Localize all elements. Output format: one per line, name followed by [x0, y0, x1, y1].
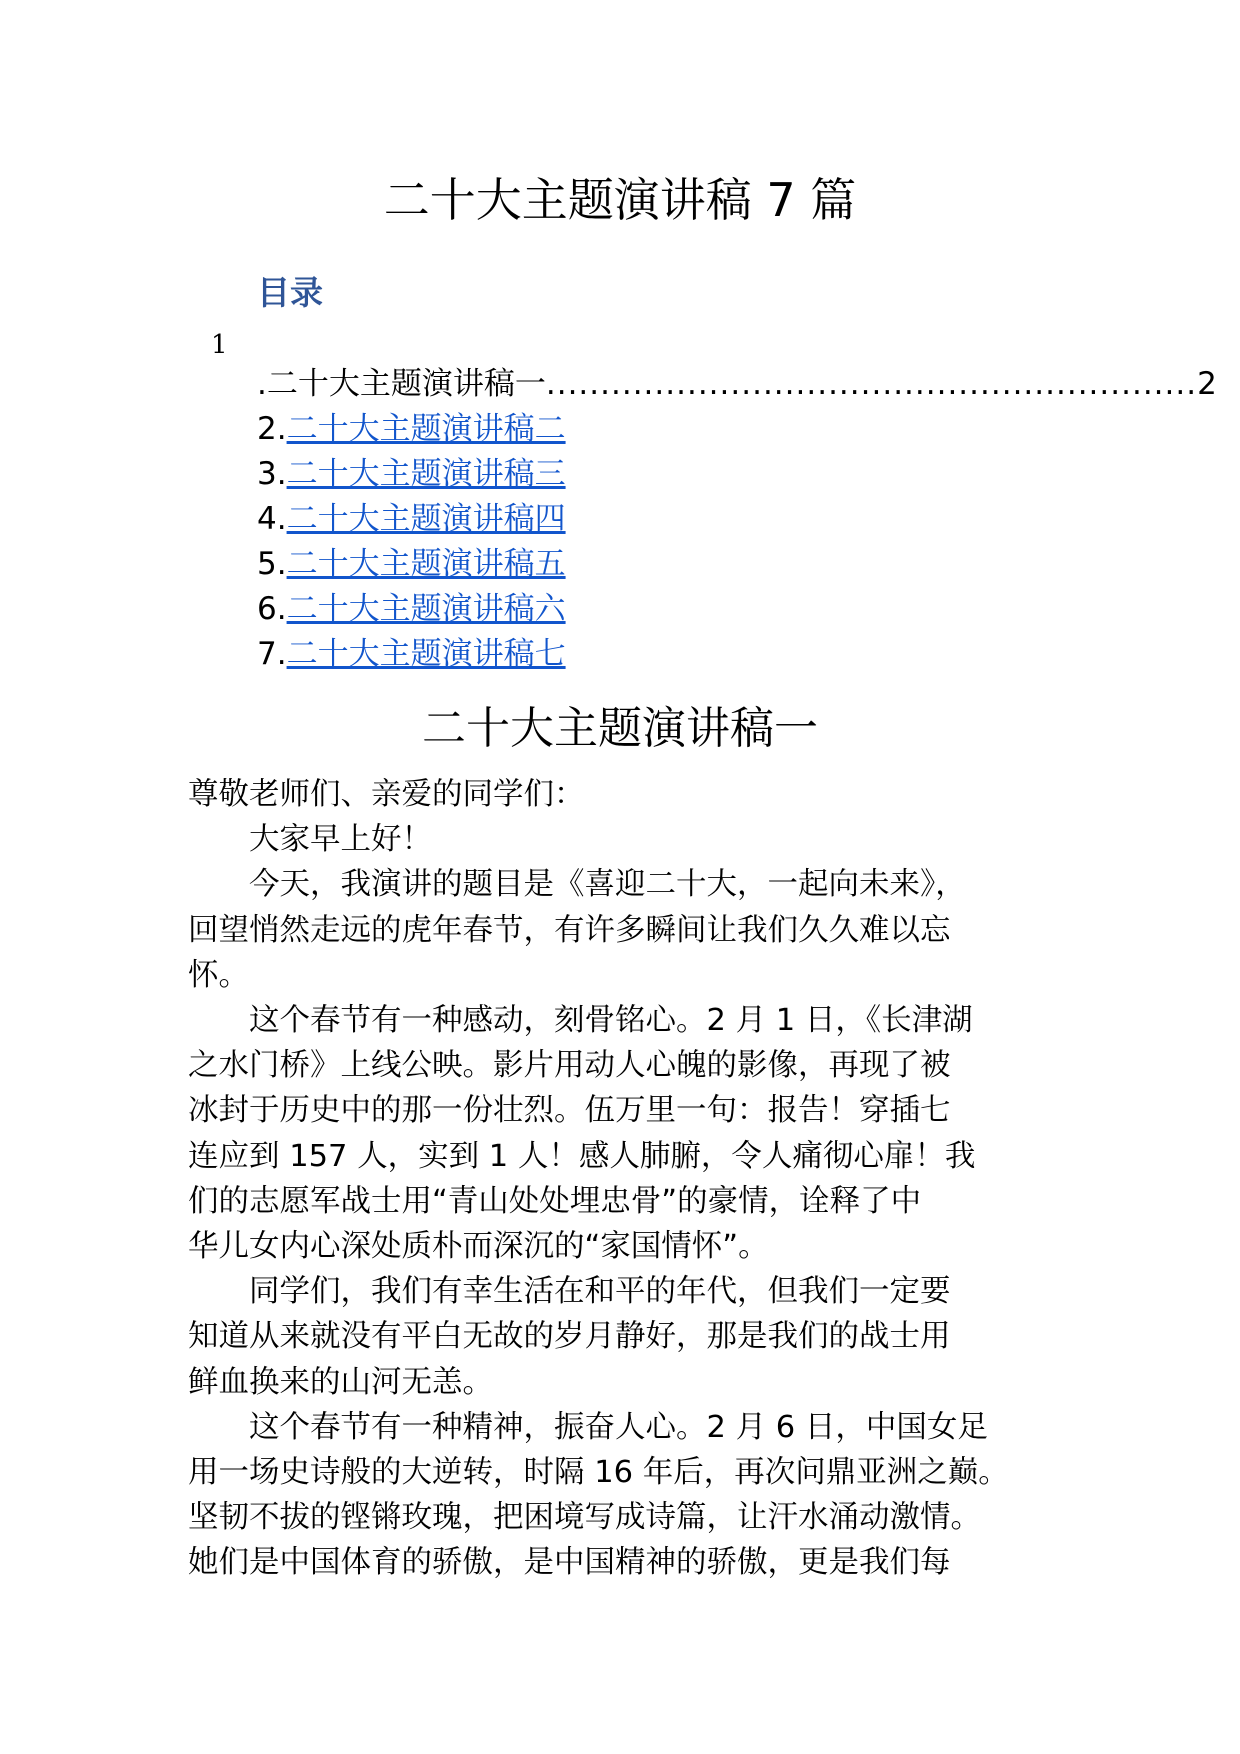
toc-link[interactable]: 二十大主题演讲稿四 — [286, 501, 566, 537]
toc-entry-4[interactable] — [257, 497, 1057, 542]
toc-dot-leader: ............................................................ — [545, 366, 1198, 402]
text-line: 回望悄然走远的虎年春节，有许多瞬间让我们久久难以忘 — [188, 912, 951, 948]
toc-entry-number: 4. — [257, 501, 287, 537]
paragraph — [188, 862, 1068, 998]
text-line: 今天，我演讲的题目是《喜迎二十大，一起向未来》， — [249, 867, 966, 903]
toc-entry-7[interactable] — [257, 632, 1057, 677]
toc-link[interactable]: 二十大主题演讲稿五 — [286, 546, 566, 582]
text-line: 同学们，我们有幸生活在和平的年代，但我们一定要 — [249, 1274, 951, 1310]
toc-entry-number: 5. — [257, 546, 287, 582]
paragraph — [188, 998, 1068, 1269]
toc-entry-3[interactable] — [257, 452, 1057, 497]
text-line: 冰封于历史中的那一份壮烈。伍万里一句：报告！穿插七 — [188, 1093, 951, 1129]
text-line: 鲜血换来的山河无恙。 — [188, 1364, 493, 1400]
toc-heading: 目录 — [257, 273, 323, 312]
toc-entry-5[interactable] — [257, 542, 1057, 587]
text-line: 华儿女内心深处质朴而深沉的“家国情怀”。 — [188, 1229, 769, 1265]
text-line: 这个春节有一种感动，刻骨铭心。2 月 1 日，《长津湖 — [249, 1003, 973, 1039]
text-line: 们的志愿军战士用“青山处处埋忠骨”的豪情，诠释了中 — [188, 1183, 922, 1219]
toc-page-number: 2 — [1197, 366, 1217, 402]
table-of-contents — [257, 362, 1217, 677]
text-line: 用一场史诗般的大逆转，时隔 16 年后，再次问鼎亚洲之巅。 — [188, 1455, 1009, 1491]
toc-link[interactable]: 二十大主题演讲稿六 — [286, 591, 566, 627]
text-line: 她们是中国体育的骄傲，是中国精神的骄傲，更是我们每 — [188, 1545, 951, 1581]
text-line: 坚韧不拔的铿锵玫瑰，把困境写成诗篇，让汗水涌动激情。 — [188, 1500, 981, 1536]
paragraph — [188, 817, 1068, 862]
section-title: 二十大主题演讲稿一 — [422, 703, 818, 754]
speech-body — [188, 772, 1068, 1586]
toc-entry-1[interactable] — [257, 362, 1217, 407]
toc-marker: 1 — [211, 330, 228, 360]
toc-entry-number: 3. — [257, 456, 287, 492]
toc-entry-number: 6. — [257, 591, 287, 627]
toc-entry-number: 2. — [257, 411, 287, 447]
text-line: 这个春节有一种精神，振奋人心。2 月 6 日，中国女足 — [249, 1409, 988, 1445]
toc-entry-label: .二十大主题演讲稿一 — [257, 366, 546, 402]
paragraph — [188, 1269, 1068, 1405]
text-line: 之水门桥》上线公映。影片用动人心魄的影像，再现了被 — [188, 1048, 951, 1084]
toc-entry-2[interactable] — [257, 407, 1057, 452]
text-line: 大家早上好！ — [249, 822, 432, 858]
toc-link[interactable]: 二十大主题演讲稿七 — [286, 636, 566, 672]
text-line: 怀。 — [188, 957, 249, 993]
toc-link[interactable]: 二十大主题演讲稿三 — [286, 456, 566, 492]
text-line: 知道从来就没有平白无故的岁月静好，那是我们的战士用 — [188, 1319, 951, 1355]
document-title: 二十大主题演讲稿 7 篇 — [383, 173, 857, 227]
toc-link[interactable]: 二十大主题演讲稿二 — [286, 411, 566, 447]
toc-entry-number: 7. — [257, 636, 287, 672]
paragraph — [188, 1405, 1068, 1586]
toc-entry-6[interactable] — [257, 587, 1057, 632]
salutation: 尊敬老师们、亲爱的同学们： — [188, 777, 585, 812]
text-line: 连应到 157 人，实到 1 人！感人肺腑，令人痛彻心扉！我 — [188, 1138, 976, 1174]
